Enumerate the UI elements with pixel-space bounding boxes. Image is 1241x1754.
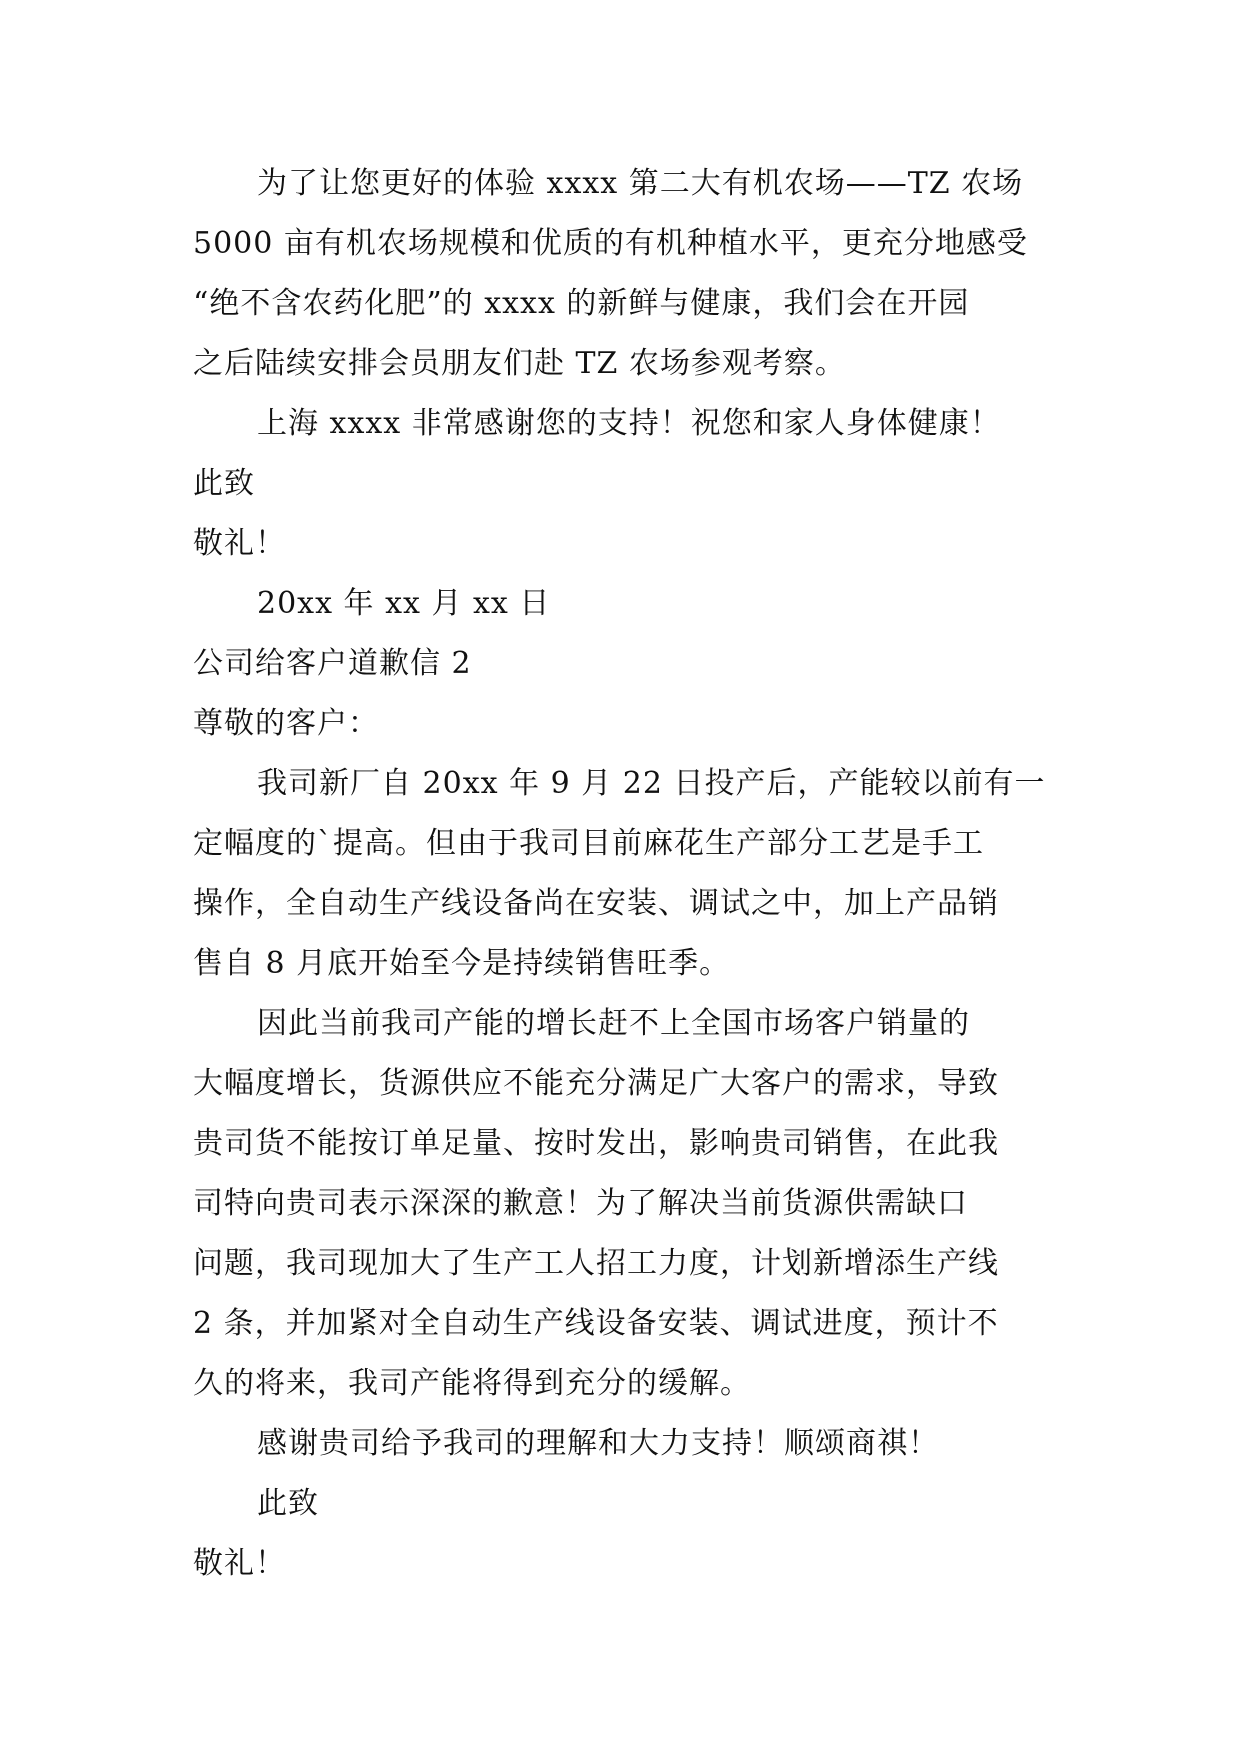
- paragraph-line: 大幅度增长，货源供应不能充分满足广大客户的需求，导致: [193, 1066, 999, 1101]
- paragraph-line: 问题，我司现加大了生产工人招工力度，计划新增添生产线: [193, 1246, 999, 1281]
- closing-jingli: 敬礼！: [193, 526, 286, 561]
- paragraph-line: 之后陆续安排会员朋友们赴 TZ 农场参观考察。: [193, 346, 846, 381]
- salutation: 尊敬的客户：: [193, 706, 379, 741]
- closing-cizhi: 此致: [193, 466, 255, 501]
- paragraph-line: 我司新厂自 20xx 年 9 月 22 日投产后，产能较以前有一: [257, 766, 1046, 801]
- closing-jingli: 敬礼！: [193, 1546, 286, 1581]
- paragraph-line: “绝不含农药化肥”的 xxxx 的新鲜与健康，我们会在开园: [193, 286, 970, 321]
- paragraph-line: 贵司货不能按订单足量、按时发出，影响贵司销售，在此我: [193, 1126, 999, 1161]
- paragraph-line: 操作，全自动生产线设备尚在安装、调试之中，加上产品销: [193, 886, 999, 921]
- paragraph-line: 5000 亩有机农场规模和优质的有机种植水平，更充分地感受: [193, 226, 1028, 261]
- paragraph-line: 司特向贵司表示深深的歉意！为了解决当前货源供需缺口: [193, 1186, 968, 1221]
- document-body: [193, 154, 1063, 1594]
- paragraph-line: 定幅度的`提高。但由于我司目前麻花生产部分工艺是手工: [193, 826, 984, 861]
- paragraph-line: 为了让您更好的体验 xxxx 第二大有机农场——TZ 农场: [257, 166, 1024, 201]
- section-title: 公司给客户道歉信 2: [193, 646, 472, 681]
- closing-cizhi: 此致: [257, 1486, 319, 1521]
- paragraph-line: 因此当前我司产能的增长赶不上全国市场客户销量的: [257, 1006, 970, 1041]
- paragraph-line: 2 条，并加紧对全自动生产线设备安装、调试进度，预计不: [193, 1306, 999, 1341]
- paragraph-line: 售自 8 月底开始至今是持续销售旺季。: [193, 946, 731, 981]
- paragraph-line: 久的将来，我司产能将得到充分的缓解。: [193, 1366, 751, 1401]
- date-line: 20xx 年 xx 月 xx 日: [257, 586, 551, 621]
- thanks-line: 上海 xxxx 非常感谢您的支持！祝您和家人身体健康！: [257, 406, 1001, 441]
- thanks-line: 感谢贵司给予我司的理解和大力支持！顺颂商祺！: [257, 1426, 939, 1461]
